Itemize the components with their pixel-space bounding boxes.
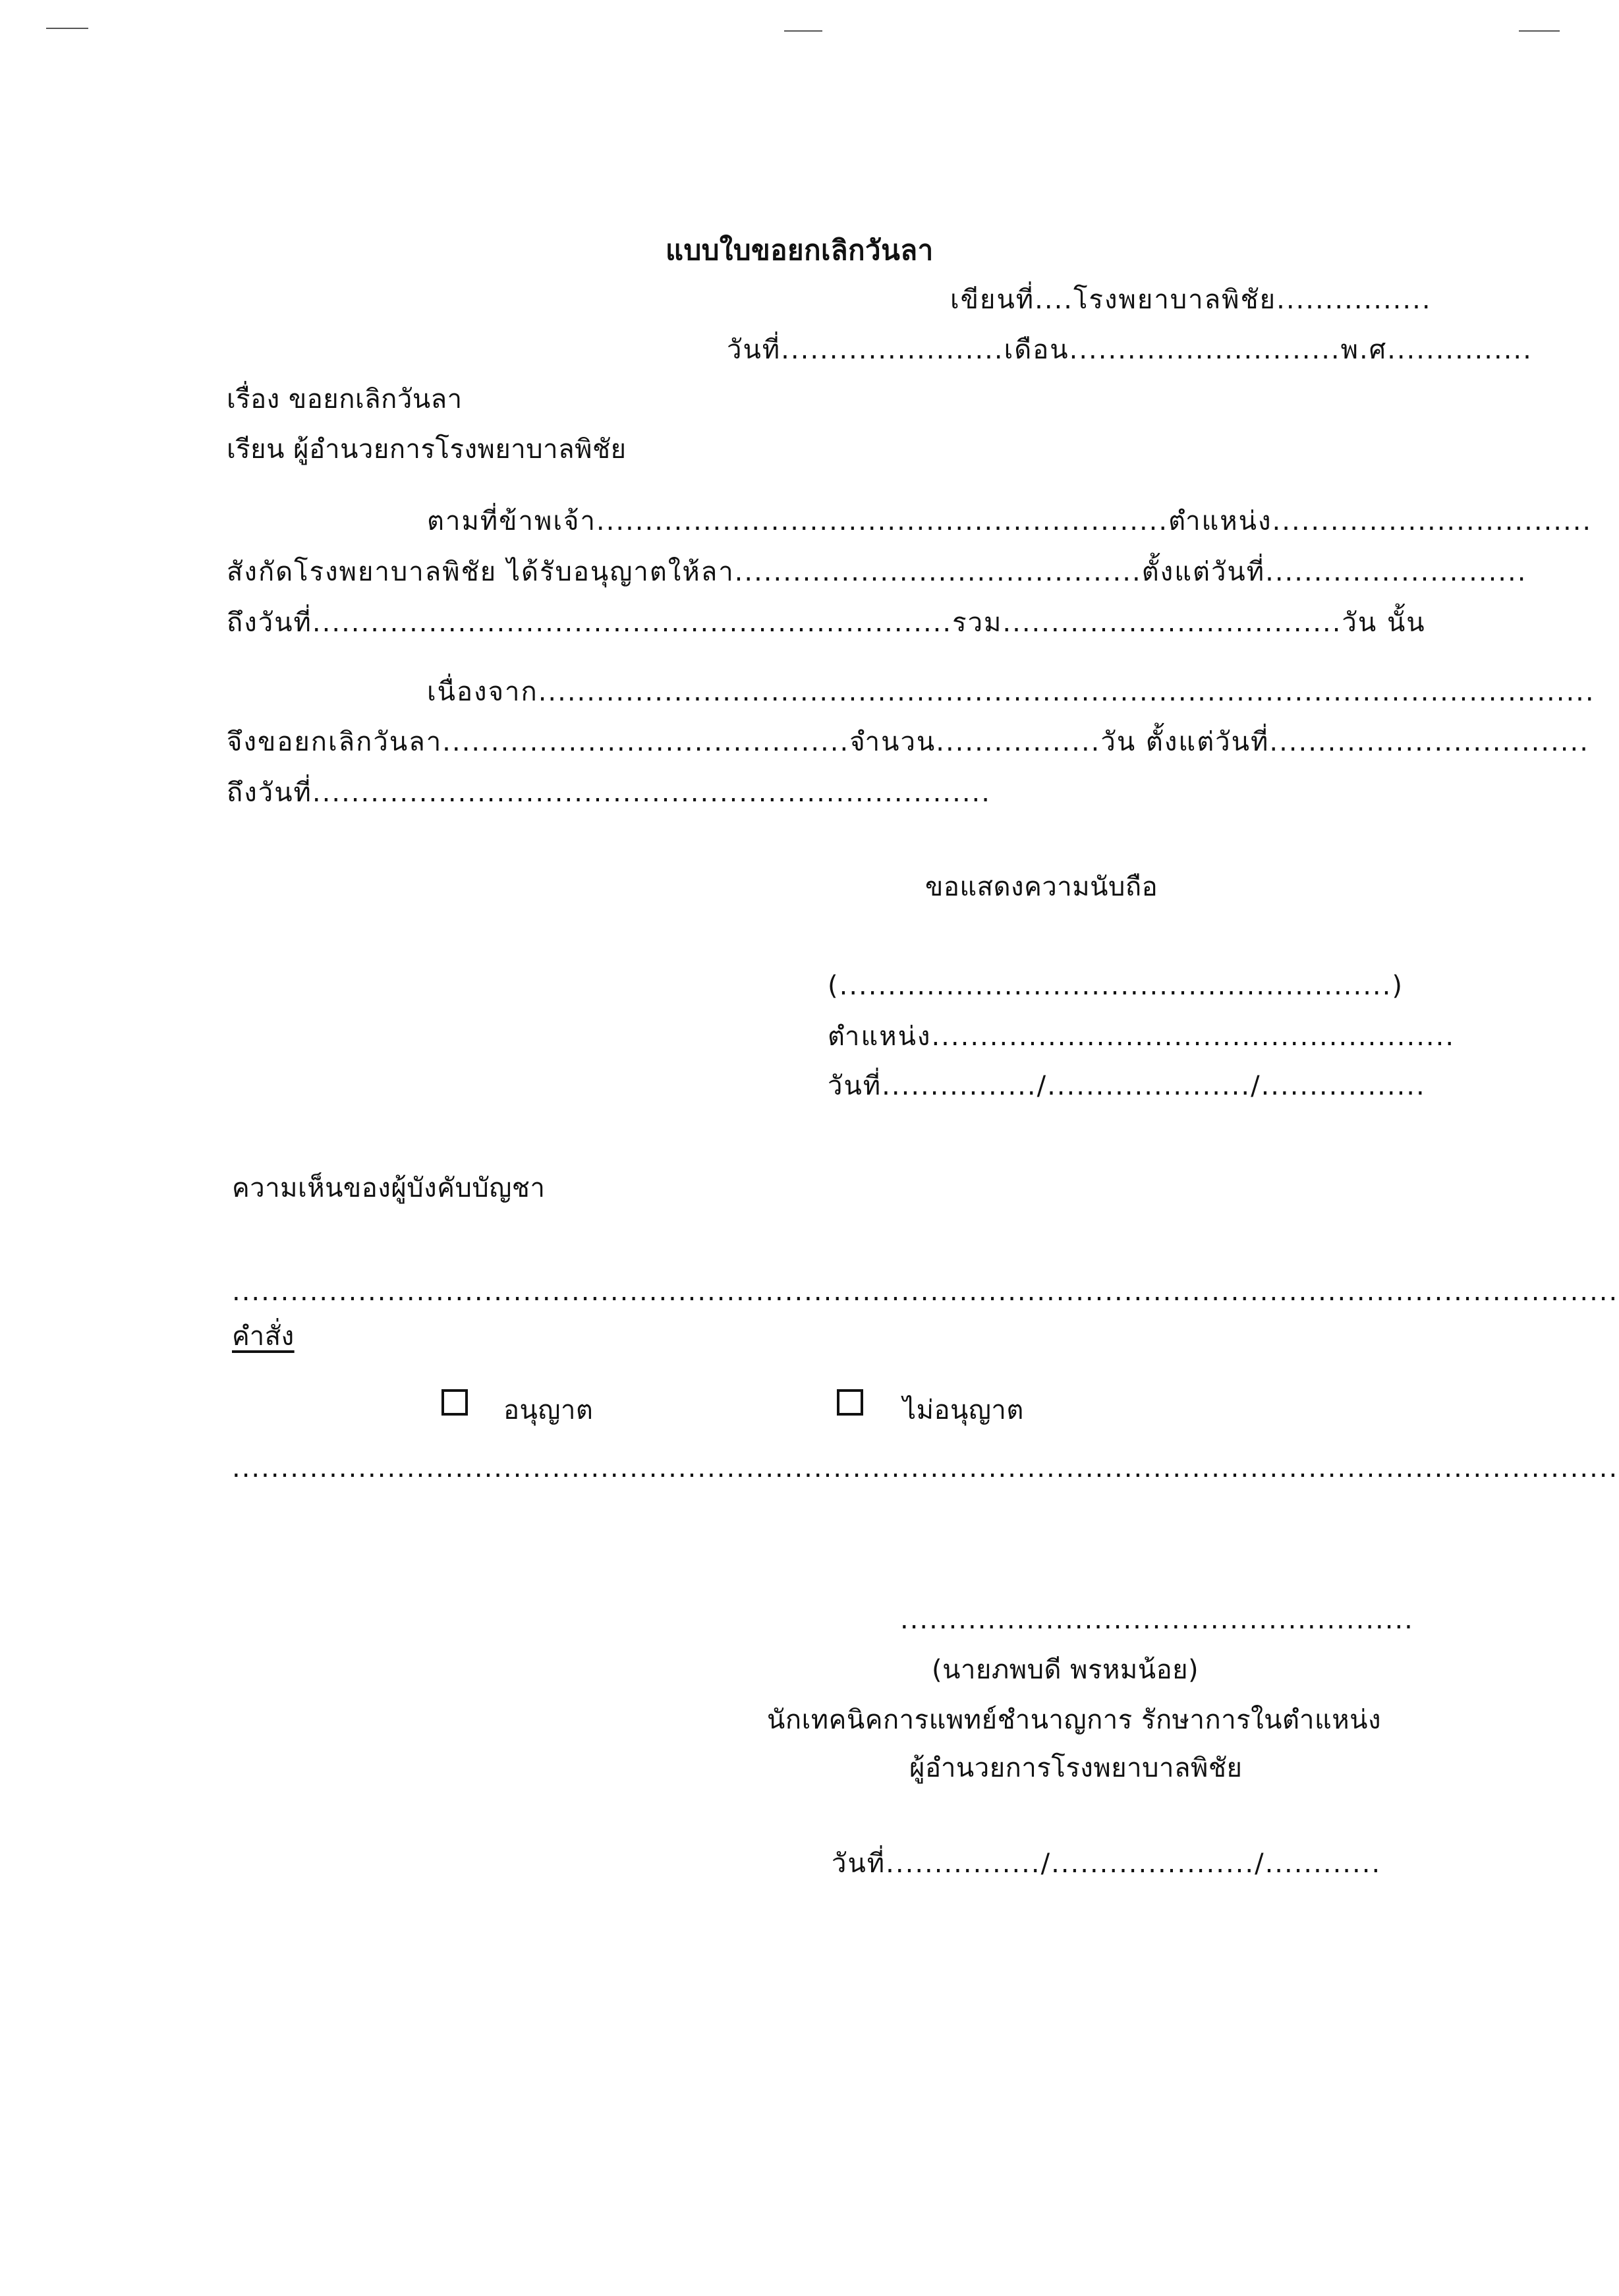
leave-granted-field[interactable]: สังกัดโรงพยาบาลพิชัย ได้รับอนุญาตให้ลา..........................................ตั้งแต่วันที่........................... bbox=[227, 557, 1527, 587]
written-at-field[interactable]: เขียนที่....โรงพยาบาลพิชัย................ bbox=[950, 285, 1432, 315]
form-title: แบบใบขอยกเลิกวันลา bbox=[666, 234, 934, 266]
addressee-line: เรียน ผู้อำนวยการโรงพยาบาลพิชัย bbox=[227, 434, 627, 465]
requester-signature-field[interactable]: (.........................................................) bbox=[828, 971, 1404, 1001]
cancel-end-date-field[interactable]: ถึงวันที่...................................................................... bbox=[227, 778, 991, 808]
requester-position-field[interactable]: ตำแหน่ง...................................................... bbox=[828, 1021, 1456, 1052]
deny-label: ไม่อนุญาต bbox=[903, 1395, 1024, 1425]
subject-line: เรื่อง ขอยกเลิกวันลา bbox=[227, 384, 463, 415]
approve-label: อนุญาต bbox=[503, 1395, 594, 1425]
director-signature-field[interactable]: ..................................................... bbox=[900, 1605, 1414, 1635]
scan-mark bbox=[1519, 30, 1560, 32]
approve-checkbox[interactable] bbox=[441, 1389, 468, 1416]
scan-mark bbox=[784, 30, 822, 32]
director-title: นักเทคนิคการแพทย์ชำนาญการ รักษาการในตำแหน่ง bbox=[767, 1705, 1381, 1735]
deny-checkbox[interactable] bbox=[837, 1389, 863, 1416]
cancel-leave-field[interactable]: จึงขอยกเลิกวันลา..........................................จำนวน.................วัน ตั้งแต่วันที่................................. bbox=[227, 727, 1589, 757]
order-label: คำสั่ง bbox=[232, 1321, 295, 1352]
director-name: (นายภพบดี พรหมน้อย) bbox=[932, 1655, 1199, 1685]
requester-date-field[interactable]: วันที่................/...................../................. bbox=[828, 1071, 1426, 1101]
leave-end-date-field[interactable]: ถึงวันที่..................................................................รวม...................................วัน นั้น bbox=[227, 608, 1426, 638]
order-field[interactable]: ............................................................................................................................................... bbox=[232, 1453, 1619, 1483]
closing-text: ขอแสดงความนับถือ bbox=[925, 872, 1158, 902]
director-role: ผู้อำนวยการโรงพยาบาลพิชัย bbox=[909, 1753, 1243, 1783]
supervisor-opinion-field[interactable]: ............................................................................................................................................... bbox=[232, 1277, 1619, 1307]
date-field[interactable]: วันที่.......................เดือน............................พ.ศ............... bbox=[727, 335, 1533, 365]
supervisor-opinion-label: ความเห็นของผู้บังคับบัญชา bbox=[232, 1173, 546, 1203]
director-date-field[interactable]: วันที่................/...................../............ bbox=[832, 1849, 1382, 1879]
reason-field[interactable]: เนื่องจาก............................................................................................................. bbox=[427, 677, 1595, 707]
scan-mark bbox=[46, 28, 88, 29]
leave-requester-field[interactable]: ตามที่ข้าพเจ้า...........................................................ตำแหน่ง................................. bbox=[427, 506, 1593, 536]
